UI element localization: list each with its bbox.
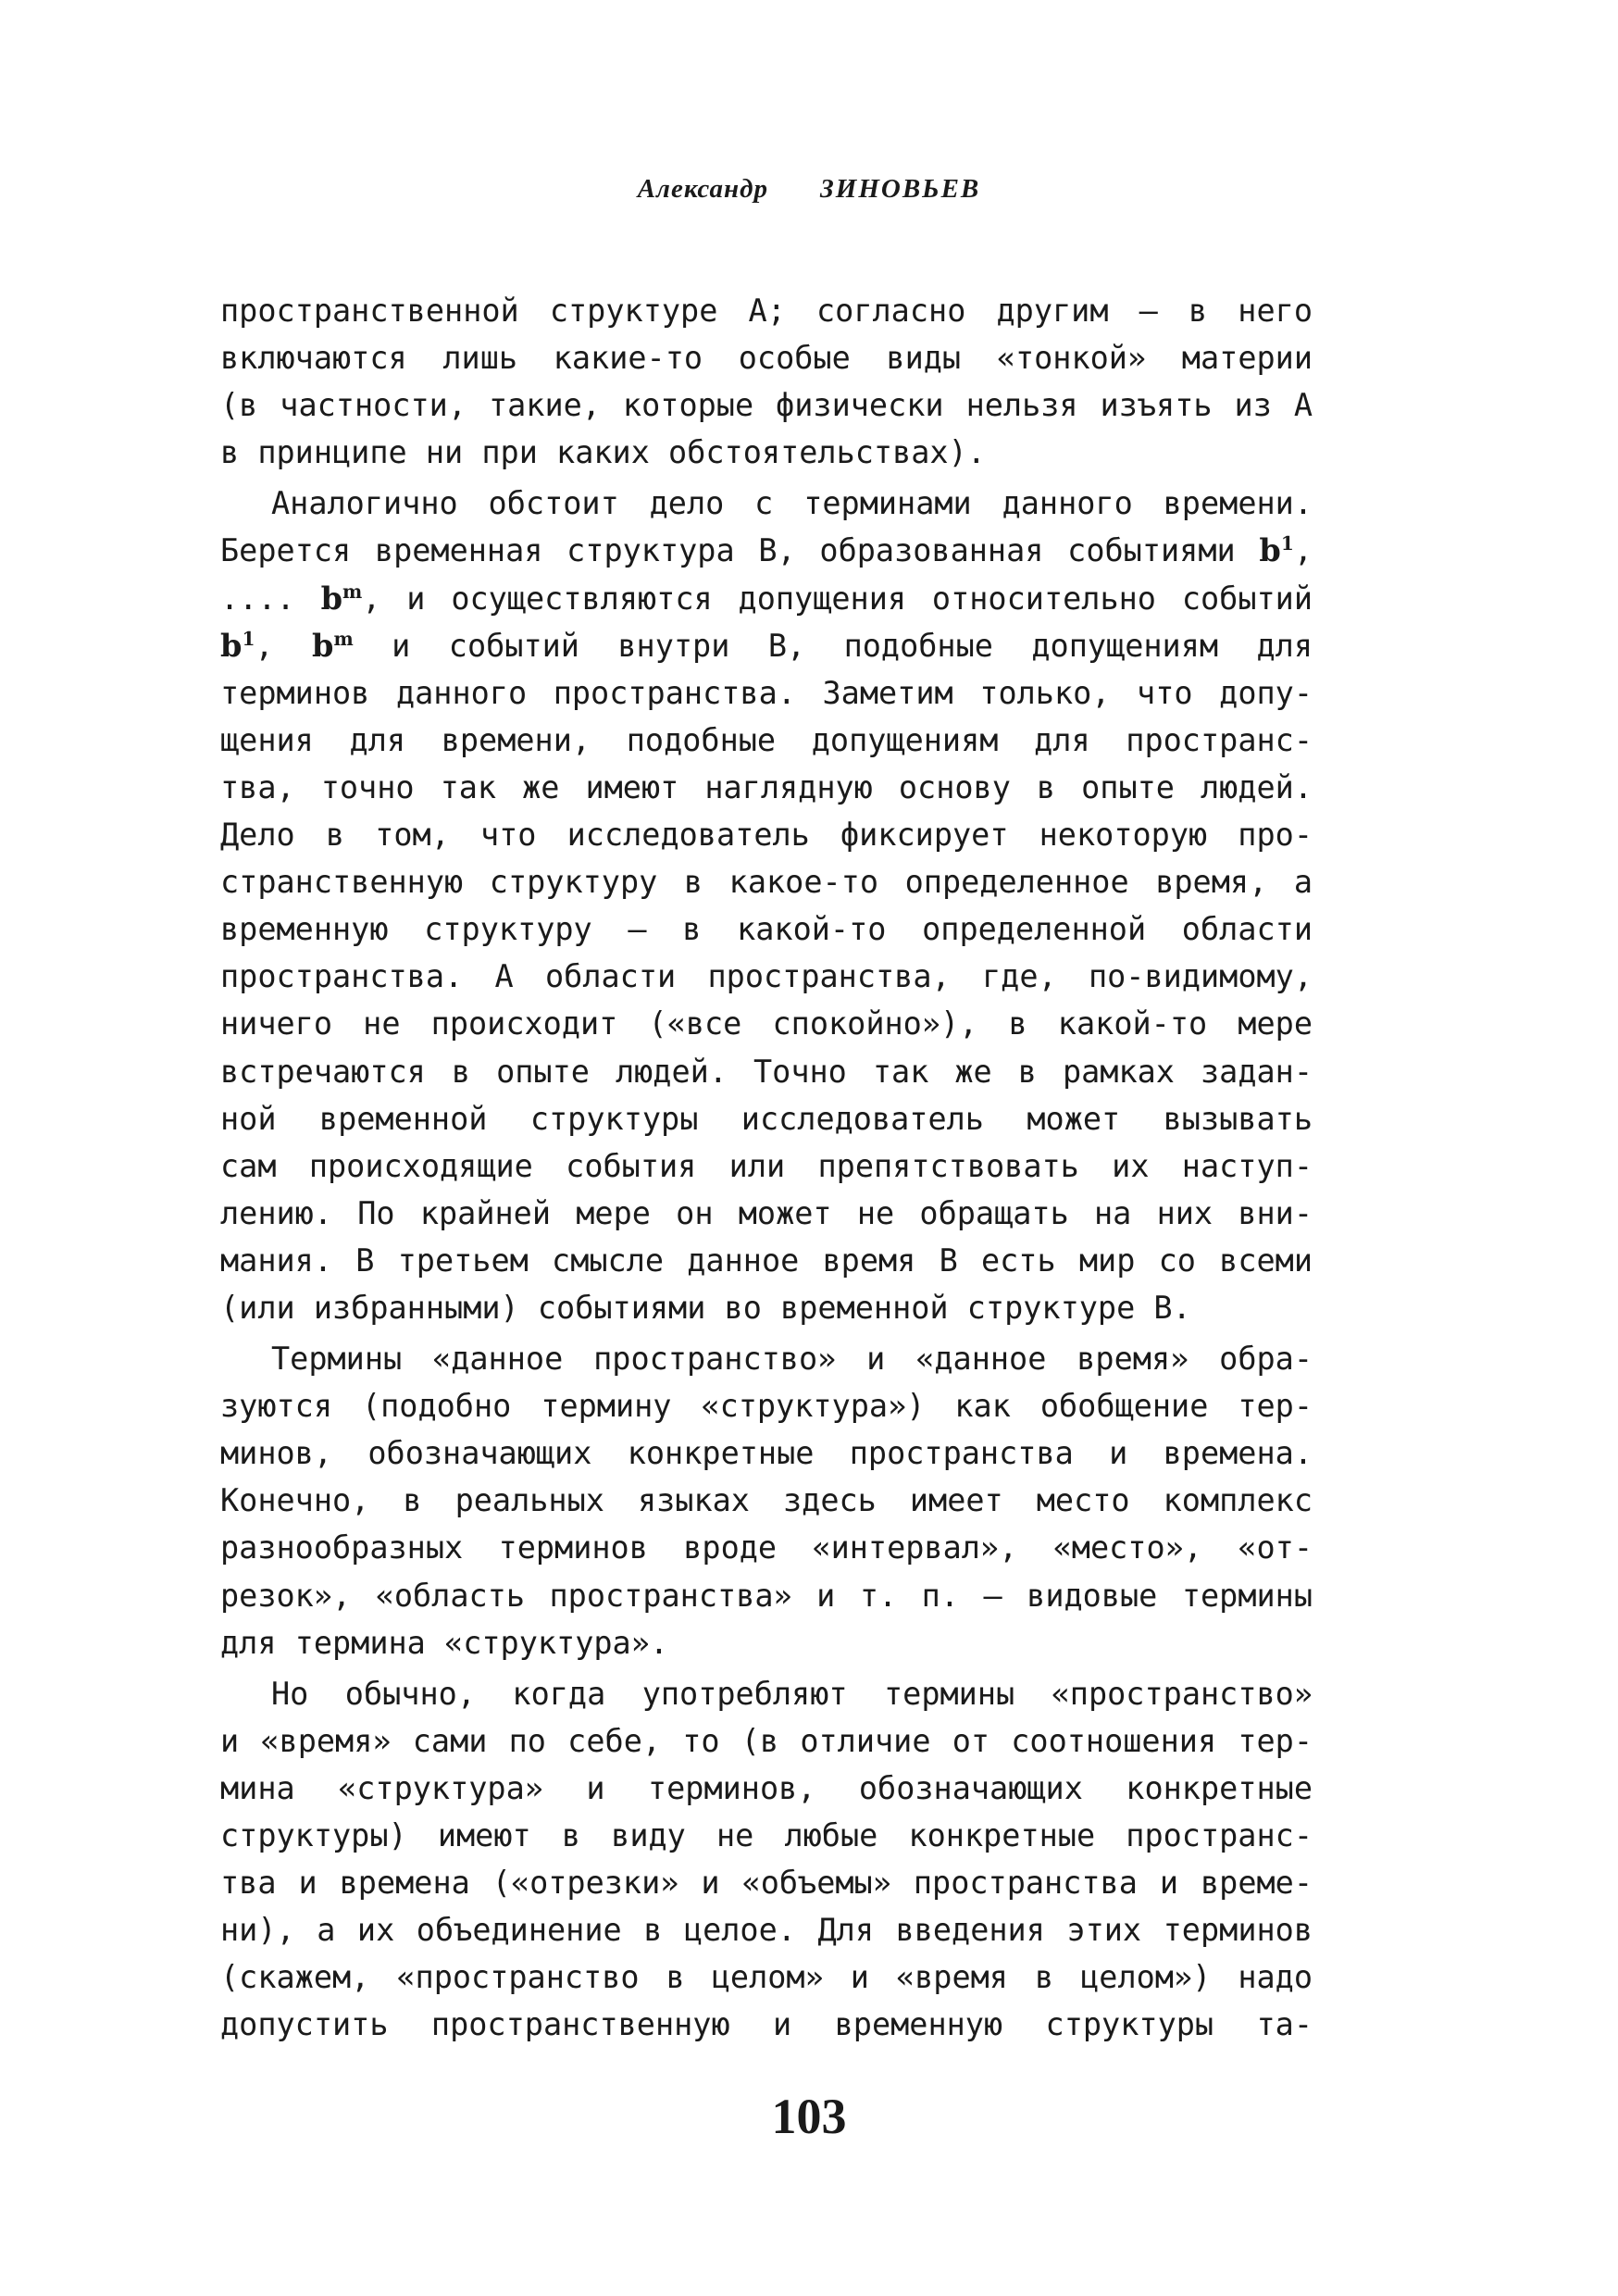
text-line: $b^1$, $b^m$ и событий внутри В, подобные допущениям для bbox=[220, 627, 1313, 664]
text-line: ной временной структуры исследователь может вызывать bbox=[220, 1100, 1313, 1137]
symbol-bm: $b^m$ bbox=[312, 627, 354, 664]
text-line: для термина «структура». bbox=[220, 1624, 669, 1661]
text-line: разнообразных терминов вроде «интервал», «место», «от- bbox=[220, 1529, 1313, 1566]
text-line: Берется временная структура В, образованная событиями $b^1$, bbox=[220, 532, 1313, 569]
body-text bbox=[220, 287, 1313, 2048]
symbol-b1: $b^1$ bbox=[1259, 532, 1294, 569]
text-line: ничего не происходит («все спокойно»), в какой-то мере bbox=[220, 1005, 1313, 1042]
text-line: (в частности, такие, которые физически нельзя изъять из А bbox=[220, 387, 1313, 424]
text-line: странственную структуру в какое-то определенное время, а bbox=[220, 864, 1313, 901]
text-line: (или избранными) событиями во временной структуре В. bbox=[220, 1289, 1191, 1326]
text-line: мания. В третьем смысле данное время В есть мир со всеми bbox=[220, 1242, 1313, 1279]
text-line: лению. По крайней мере он может не обращать на них вни- bbox=[220, 1194, 1313, 1231]
text-line: и «время» сами по себе, то (в отличие от соотношения тер- bbox=[220, 1722, 1313, 1759]
text-line: Конечно, в реальных языках здесь имеет место комплекс bbox=[220, 1482, 1313, 1519]
ellipsis: .... bbox=[220, 580, 295, 617]
paragraph bbox=[220, 1335, 1313, 1666]
text-line: Термины «данное пространство» и «данное время» обра- bbox=[271, 1341, 1313, 1378]
text-line: терминов данного пространства. Заметим только, что допу- bbox=[220, 674, 1313, 711]
paragraph bbox=[220, 1670, 1313, 2049]
author-first-name: Александр bbox=[637, 174, 769, 204]
text-line: структуры) имеют в виду не любые конкретные пространс- bbox=[220, 1817, 1313, 1853]
text-line: зуются (подобно термину «структура») как обобщение тер- bbox=[220, 1388, 1313, 1425]
text-line: Аналогично обстоит дело с терминами данного времени. bbox=[271, 485, 1313, 522]
symbol-bm: $b^m$ bbox=[320, 580, 363, 617]
text-line: щения для времени, подобные допущениям для пространс- bbox=[220, 721, 1313, 758]
text-line: пространства. А области пространства, где, по-видимому, bbox=[220, 958, 1313, 995]
text-line: резок», «область пространства» и т. п. — видовые термины bbox=[220, 1577, 1313, 1614]
text-line: (скажем, «пространство в целом» и «время в целом») надо bbox=[220, 1959, 1313, 1996]
text-fragment: и событий внутри В, подобные допущениям для bbox=[392, 627, 1313, 664]
text-line: Но обычно, когда употребляют термины «пространство» bbox=[271, 1675, 1313, 1712]
text-line: Дело в том, что исследователь фиксирует некоторую про- bbox=[220, 817, 1313, 854]
text-line: пространственной структуре А; согласно другим — в него bbox=[220, 293, 1313, 329]
text-line: тва и времена («отрезки» и «объемы» пространства и време- bbox=[220, 1865, 1313, 1902]
text-line: мина «структура» и терминов, обозначающих конкретные bbox=[220, 1769, 1313, 1806]
text-line: встречаются в опыте людей. Точно так же в рамках задан- bbox=[220, 1053, 1313, 1090]
text-line: в принципе ни при каких обстоятельствах). bbox=[220, 434, 986, 471]
text-line: минов, обозначающих конкретные пространства и времена. bbox=[220, 1435, 1313, 1472]
text-line: тва, точно так же имеют наглядную основу в опыте людей. bbox=[220, 768, 1313, 805]
text-line: допустить пространственную и временную структуры та- bbox=[220, 2006, 1313, 2043]
symbol-b1: $b^1$ bbox=[220, 627, 255, 664]
paragraph bbox=[220, 287, 1313, 476]
page-number: 103 bbox=[771, 2089, 847, 2144]
text-line: временную структуру — в какой-то определенной области bbox=[220, 911, 1313, 948]
paragraph bbox=[220, 480, 1313, 1331]
text-line: включаются лишь какие-то особые виды «тонкой» материи bbox=[220, 340, 1313, 377]
text-line: сам происходящие события или препятствовать их наступ- bbox=[220, 1147, 1313, 1184]
text-line bbox=[220, 575, 1313, 622]
text-fragment: , и осуществляются допущения относительно событий bbox=[362, 580, 1313, 617]
author-last-name: ЗИНОВЬЕВ bbox=[820, 174, 981, 204]
running-header bbox=[0, 174, 1618, 205]
text-line: ни), а их объединение в целое. Для введения этих терминов bbox=[220, 1912, 1313, 1949]
text-fragment: Берется временная структура В, образованная событиями bbox=[220, 532, 1236, 569]
